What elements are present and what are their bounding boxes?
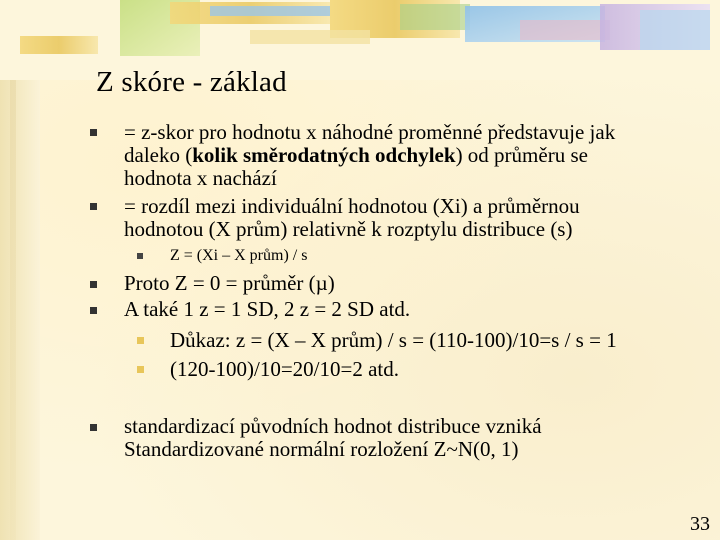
sub-bullet-marker xyxy=(137,337,144,344)
example-line: (120-100)/10=20/10=2 atd. xyxy=(170,357,399,381)
bullet-2-line-1: = rozdíl mezi individuální hodnotou (Xi) a průměrnou xyxy=(124,194,580,218)
bullet-5-line-1: standardizací původních hodnot distribuce vzniká xyxy=(124,414,542,438)
bullet-marker xyxy=(90,203,97,210)
bullet-5-line-2: Standardizované normální rozložení Z~N(0, 1) xyxy=(124,437,519,461)
bullet-1-line-2 xyxy=(124,144,588,167)
bullet-1-bold-phrase: kolik směrodatných odchylek xyxy=(192,143,456,167)
bullet-marker xyxy=(90,129,97,136)
bullet-1-line-1: = z-skor pro hodnotu x náhodné proměnné představuje jak xyxy=(124,120,616,144)
page-number: 33 xyxy=(690,513,710,535)
bullet-1-line-2-part-c: ) od průměru se xyxy=(455,143,588,167)
sub-bullet-marker xyxy=(137,253,143,259)
bullet-2-line-2: hodnotou (X prům) relativně k rozptylu distribuce (s) xyxy=(124,217,573,241)
sub-bullet-marker xyxy=(137,366,144,373)
bullet-1-line-3: hodnota x nachází xyxy=(124,166,277,190)
bullet-marker xyxy=(90,307,97,314)
bullet-marker xyxy=(90,281,97,288)
bullet-3-line: Proto Z = 0 = průměr (µ) xyxy=(124,271,335,295)
proof-line: Důkaz: z = (X – X prům) / s = (110-100)/10=s / s = 1 xyxy=(170,328,617,352)
bullet-4-line: A také 1 z = 1 SD, 2 z = 2 SD atd. xyxy=(124,297,411,321)
bullet-marker xyxy=(90,424,97,431)
formula-line: Z = (Xi – X prům) / s xyxy=(170,247,308,264)
bullet-1-line-2-part-a: daleko ( xyxy=(124,143,193,167)
slide-title: Z skóre - základ xyxy=(96,66,287,98)
